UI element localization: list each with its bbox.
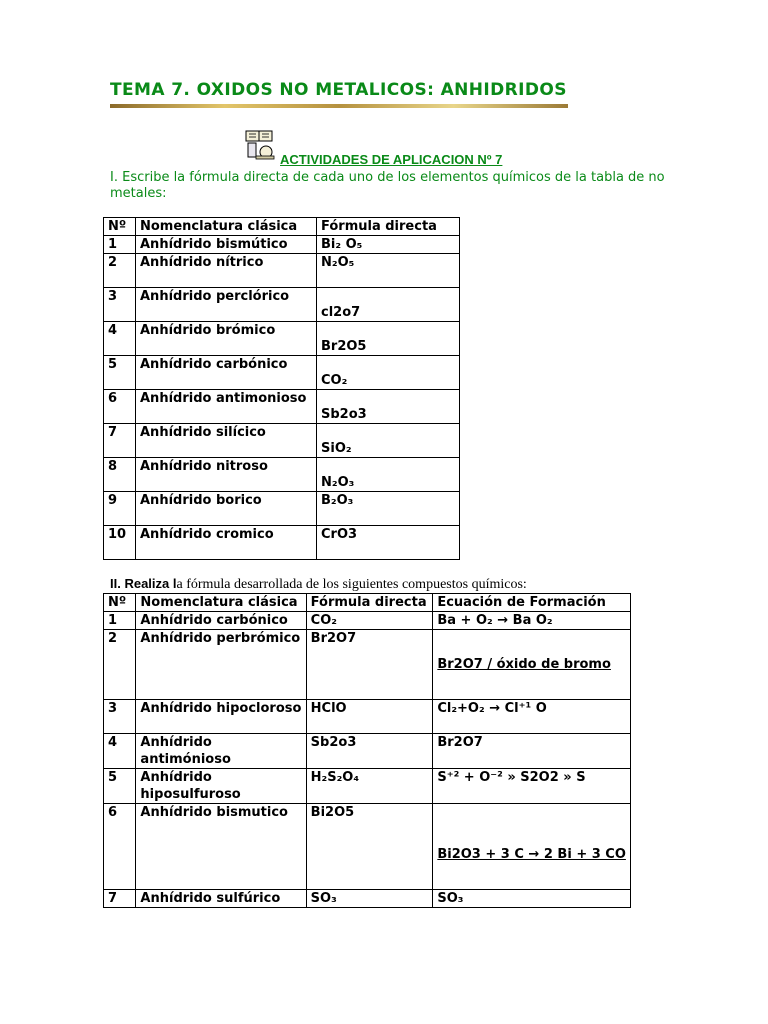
row-number: 4 xyxy=(104,322,136,356)
formula-cell: SO₃ xyxy=(306,890,433,908)
header-cell: Nomenclatura clásica xyxy=(136,218,317,236)
name-cell: Anhídrido antimonioso xyxy=(136,390,317,424)
row-number: 9 xyxy=(104,492,136,526)
name-cell: Anhídrido cromico xyxy=(136,526,317,560)
table-formulas xyxy=(103,593,631,908)
formula-cell: Br2O7 xyxy=(306,630,433,700)
table-row xyxy=(104,700,631,734)
header-cell: Ecuación de Formación xyxy=(433,594,631,612)
table-row xyxy=(104,734,631,769)
equation-cell: S⁺² + O⁻² » S2O2 » S xyxy=(433,769,631,804)
formula-cell: Sb2o3 xyxy=(306,734,433,769)
row-number: 1 xyxy=(104,612,136,630)
equation-cell: SO₃ xyxy=(433,890,631,908)
header-cell: Fórmula directa xyxy=(317,218,460,236)
formula-cell: N₂O₅ xyxy=(317,254,460,288)
page-title: TEMA 7. OXIDOS NO METALICOS: ANHIDRIDOS xyxy=(110,80,567,100)
name-cell: Anhídrido sulfúrico xyxy=(136,890,306,908)
name-cell: Anhídrido antimónioso xyxy=(136,734,306,769)
equation-cell: Cl₂+O₂ → Cl⁺¹ O xyxy=(433,700,631,734)
formula-cell: cl2o7 xyxy=(317,288,460,322)
part2-bold: II. Realiza l xyxy=(110,576,177,591)
table-row xyxy=(104,356,460,390)
name-cell: Anhídrido carbónico xyxy=(136,356,317,390)
book-icon xyxy=(244,128,278,162)
table-row xyxy=(104,492,460,526)
table-row xyxy=(104,458,460,492)
formula-cell: H₂S₂O₄ xyxy=(306,769,433,804)
name-cell: Anhídrido hiposulfuroso xyxy=(136,769,306,804)
formula-cell: N₂O₃ xyxy=(317,458,460,492)
row-number: 6 xyxy=(104,390,136,424)
formula-cell: CO₂ xyxy=(317,356,460,390)
activity-heading: ACTIVIDADES DE APLICACION Nº 7 xyxy=(280,152,503,167)
row-number: 8 xyxy=(104,458,136,492)
name-cell: Anhídrido brómico xyxy=(136,322,317,356)
name-cell: Anhídrido hipocloroso xyxy=(136,700,306,734)
table-row xyxy=(104,390,460,424)
equation-cell xyxy=(433,630,631,700)
formula-cell: Bi₂ O₅ xyxy=(317,236,460,254)
formula-cell: CO₂ xyxy=(306,612,433,630)
row-number: 3 xyxy=(104,700,136,734)
formula-cell: B₂O₃ xyxy=(317,492,460,526)
table-row xyxy=(104,526,460,560)
table-row xyxy=(104,630,631,700)
table-no-metales xyxy=(103,217,460,560)
formula-cell: Sb2o3 xyxy=(317,390,460,424)
equation-cell: Br2O7 xyxy=(433,734,631,769)
formula-cell: Br2O5 xyxy=(317,322,460,356)
formula-cell: HClO xyxy=(306,700,433,734)
table-row xyxy=(104,769,631,804)
table-row xyxy=(104,890,631,908)
header-cell: Fórmula directa xyxy=(306,594,433,612)
name-cell: Anhídrido bismutico xyxy=(136,804,306,890)
row-number: 10 xyxy=(104,526,136,560)
table-header-row xyxy=(104,218,460,236)
row-number: 1 xyxy=(104,236,136,254)
name-cell: Anhídrido carbónico xyxy=(136,612,306,630)
header-cell: Nº xyxy=(104,218,136,236)
equation-text: Br2O7 / óxido de bromo xyxy=(437,657,611,672)
equation-text: Bi2O3 + 3 C → 2 Bi + 3 CO xyxy=(437,847,626,862)
table-row xyxy=(104,804,631,890)
table-row xyxy=(104,236,460,254)
table-row xyxy=(104,288,460,322)
formula-cell: SiO₂ xyxy=(317,424,460,458)
title-divider xyxy=(110,104,568,108)
formula-cell: CrO3 xyxy=(317,526,460,560)
header-cell: Nomenclatura clásica xyxy=(136,594,306,612)
name-cell: Anhídrido nitroso xyxy=(136,458,317,492)
row-number: 7 xyxy=(104,424,136,458)
equation-cell xyxy=(433,804,631,890)
row-number: 7 xyxy=(104,890,136,908)
table-header-row xyxy=(104,594,631,612)
row-number: 5 xyxy=(104,769,136,804)
row-number: 2 xyxy=(104,254,136,288)
name-cell: Anhídrido nítrico xyxy=(136,254,317,288)
row-number: 6 xyxy=(104,804,136,890)
name-cell: Anhídrido silícico xyxy=(136,424,317,458)
table-row xyxy=(104,612,631,630)
name-cell: Anhídrido borico xyxy=(136,492,317,526)
table-row xyxy=(104,254,460,288)
row-number: 5 xyxy=(104,356,136,390)
row-number: 3 xyxy=(104,288,136,322)
equation-cell: Ba + O₂ → Ba O₂ xyxy=(433,612,631,630)
name-cell: Anhídrido perclórico xyxy=(136,288,317,322)
name-cell: Anhídrido perbrómico xyxy=(136,630,306,700)
table-row xyxy=(104,424,460,458)
row-number: 2 xyxy=(104,630,136,700)
instruction-text: I. Escribe la fórmula directa de cada uno de los elementos químicos de la tabla de no metales: xyxy=(110,170,665,201)
part2-instruction xyxy=(110,576,527,593)
name-cell: Anhídrido bismútico xyxy=(136,236,317,254)
table-row xyxy=(104,322,460,356)
part2-rest: a fórmula desarrollada de los siguientes compuestos químicos: xyxy=(176,577,527,592)
formula-cell: Bi2O5 xyxy=(306,804,433,890)
header-cell: Nº xyxy=(104,594,136,612)
row-number: 4 xyxy=(104,734,136,769)
